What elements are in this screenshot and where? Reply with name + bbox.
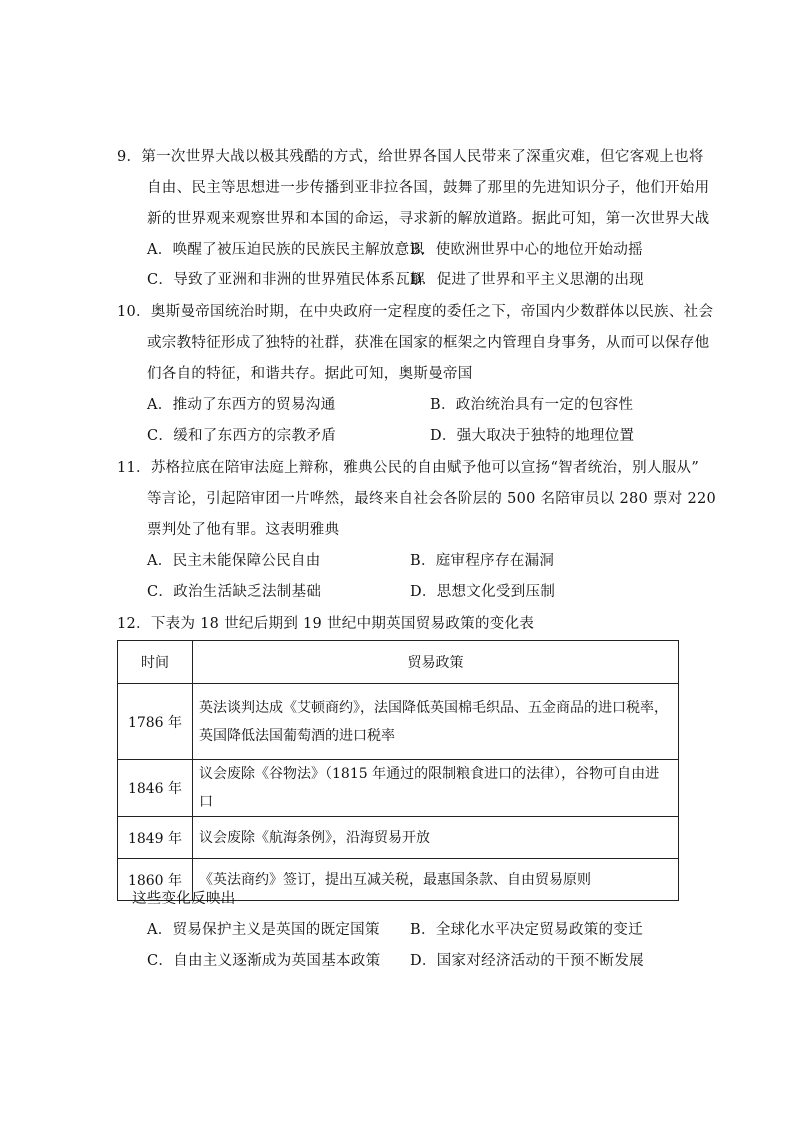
q11-stem-line-3: 票判处了他有罪。这表明雅典: [147, 522, 340, 538]
table-header-time: 时间: [118, 641, 193, 684]
table-cell-year: 1849 年: [118, 817, 193, 859]
q12-stem: 12．下表为 18 世纪后期到 19 世纪中期英国贸易政策的变化表: [117, 616, 535, 632]
table-cell-year: 1860 年: [118, 859, 193, 901]
q9-stem-line-2: 自由、民主等思想进一步传播到亚非拉各国，鼓舞了那里的先进知识分子，他们开始用: [147, 180, 710, 196]
q10-stem-line-2: 或宗教特征形成了独特的社群，获准在国家的框架之内管理自身事务，从而可以保存他: [147, 335, 710, 351]
q10-option-a[interactable]: A．推动了东西方的贸易沟通: [147, 397, 336, 413]
q9-option-a[interactable]: A．唤醒了被压迫民族的民族民主解放意识: [147, 242, 425, 258]
table-header-row: [118, 641, 679, 684]
q9-option-c[interactable]: C．导致了亚洲和非洲的世界殖民体系瓦解: [147, 272, 425, 288]
q9-option-d[interactable]: D．促进了世界和平主义思潮的出现: [410, 272, 644, 288]
trade-policy-table: [117, 640, 679, 901]
table-cell-policy: [193, 859, 679, 901]
table-row: [118, 817, 679, 859]
policy-line: 议会废除《谷物法》（1815 年通过的限制粮食进口的法律），谷物可自由进口: [199, 766, 660, 810]
q11-option-a[interactable]: A．民主未能保障公民自由: [147, 553, 321, 569]
table-cell-year: 1846 年: [118, 760, 193, 817]
q10-option-c[interactable]: C．缓和了东西方的宗教矛盾: [147, 428, 336, 444]
q11-option-b[interactable]: B．庭审程序存在漏洞: [410, 553, 555, 569]
table-cell-policy: [193, 760, 679, 817]
table-cell-policy: [193, 684, 679, 760]
q10-stem-line-1: 10．奥斯曼帝国统治时期，在中央政府一定程度的委任之下，帝国内少数群体以民族、社会: [117, 304, 714, 320]
table-row: [118, 760, 679, 817]
table-header-policy: 贸易政策: [193, 641, 679, 684]
table-cell-year: 1786 年: [118, 684, 193, 760]
q11-option-d[interactable]: D．思想文化受到压制: [410, 584, 556, 600]
policy-line: 英法谈判达成《艾顿商约》，法国降低英国棉毛织品、五金商品的进口税率，: [199, 699, 668, 716]
q11-option-c[interactable]: C．政治生活缺乏法制基础: [147, 584, 322, 600]
q10-option-b[interactable]: B．政治统治具有一定的包容性: [430, 397, 634, 413]
q12-option-b[interactable]: B．全球化水平决定贸易政策的变迁: [410, 922, 643, 938]
q12-option-d[interactable]: D．国家对经济活动的干预不断发展: [410, 953, 644, 969]
table-cell-policy: [193, 817, 679, 859]
q10-option-d[interactable]: D．强大取决于独特的地理位置: [430, 428, 635, 444]
q10-stem-line-3: 们各自的特征，和谐共存。据此可知，奥斯曼帝国: [147, 366, 473, 382]
q12-option-a[interactable]: A．贸易保护主义是英国的既定国策: [147, 922, 380, 938]
q9-stem-line-1: 9．第一次世界大战以极其残酷的方式，给世界各国人民带来了深重灾难，但它客观上也将: [117, 149, 704, 165]
q9-option-b[interactable]: B．使欧洲世界中心的地位开始动摇: [410, 242, 643, 258]
table-row: [118, 684, 679, 760]
q11-stem-line-1: 11．苏格拉底在陪审法庭上辩称，雅典公民的自由赋予他可以宣扬“智者统治，别人服从”: [117, 460, 700, 476]
policy-line: 《英法商约》签订，提出互减关税，最惠国条款、自由贸易原则: [199, 871, 591, 888]
q12-option-c[interactable]: C．自由主义逐渐成为英国基本政策: [147, 953, 381, 969]
policy-line: 英国降低法国葡萄酒的进口税率: [199, 727, 395, 744]
policy-line: 议会废除《航海条例》，沿海贸易开放: [199, 829, 430, 846]
q11-stem-line-2: 等言论，引起陪审团一片哗然，最终来自社会各阶层的 500 名陪审员以 280 票对 220: [147, 491, 717, 507]
q12-prompt: 这些变化反映出: [132, 891, 236, 907]
q9-stem-line-3: 新的世界观来观察世界和本国的命运，寻求新的解放道路。据此可知，第一次世界大战: [147, 211, 710, 227]
